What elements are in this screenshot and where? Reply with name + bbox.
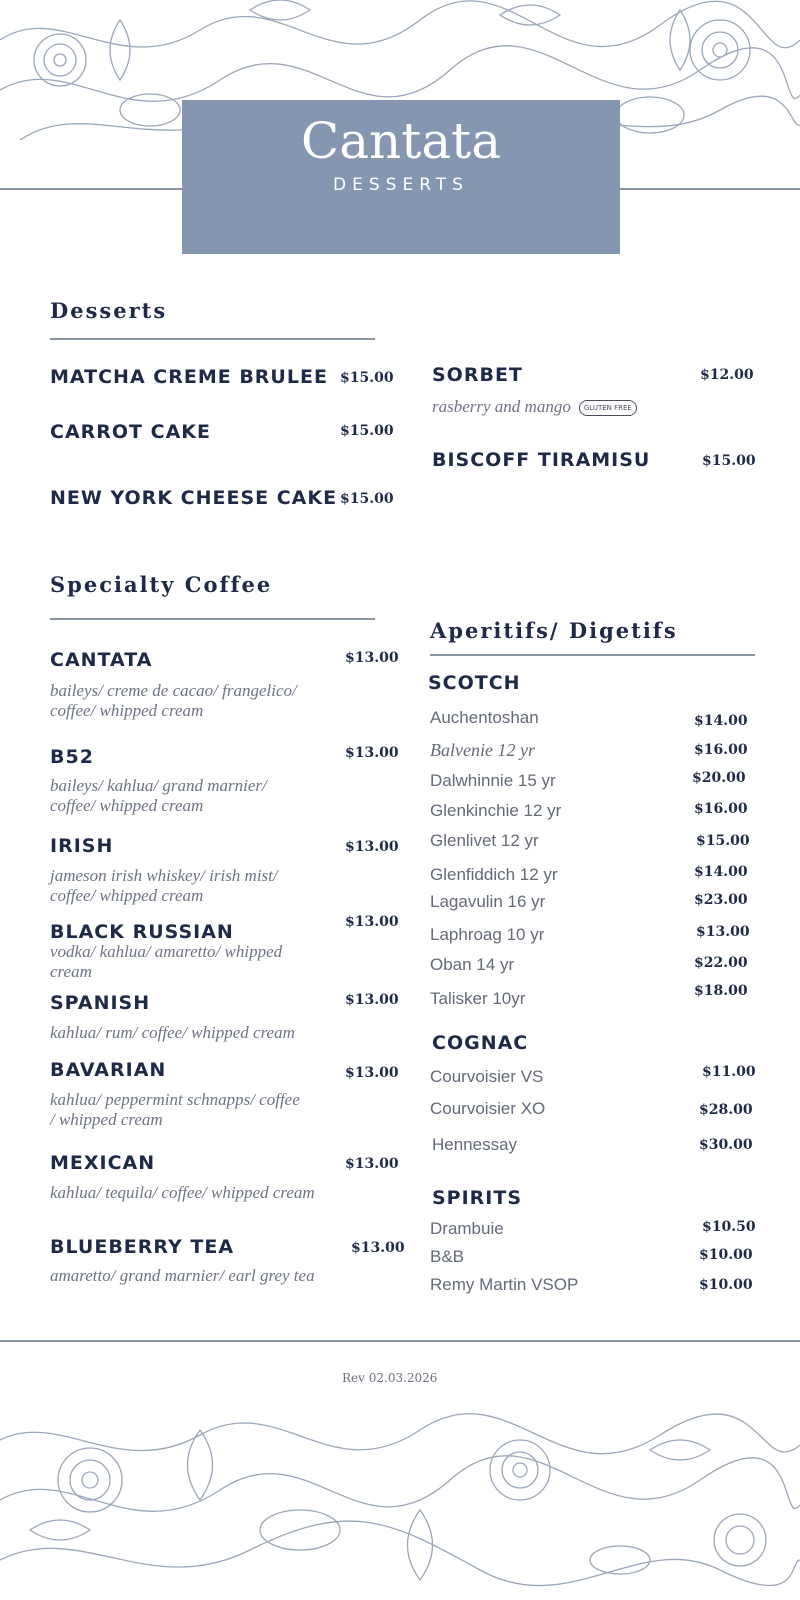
scotch-item-price: $22.00 [694, 955, 748, 971]
spirits-item-price: $10.00 [699, 1277, 753, 1293]
cognac-item-price: $30.00 [699, 1137, 753, 1153]
scotch-item-price: $16.00 [694, 742, 748, 758]
scotch-item-price: $15.00 [696, 833, 750, 849]
scotch-item-name: Laphroag 10 yr [430, 925, 545, 944]
subsection-title-cognac: COGNAC [432, 1032, 529, 1054]
scotch-item-name: Talisker 10yr [430, 989, 526, 1008]
menu-item-price: $12.00 [700, 367, 754, 383]
coffee-item-description: jameson irish whiskey/ irish mist/ coffee/ whipped cream [50, 866, 278, 905]
cognac-item-name: Courvoisier XO [430, 1099, 546, 1118]
coffee-item-description: vodka/ kahlua/ amaretto/ whipped cream [50, 942, 283, 981]
subsection-title-scotch: SCOTCH [428, 672, 521, 694]
spirits-item-price: $10.00 [699, 1247, 753, 1263]
scotch-item-name: Glenfiddich 12 yr [430, 865, 558, 884]
menu-item-price: $15.00 [340, 370, 394, 386]
cognac-item-price: $11.00 [702, 1064, 756, 1080]
spirits-item-price: $10.50 [702, 1219, 756, 1235]
gluten-free-badge: GLUTEN FREE [579, 400, 637, 416]
coffee-item-price: $13.00 [345, 745, 399, 761]
coffee-item-description: amaretto/ grand marnier/ earl grey tea [50, 1266, 315, 1285]
coffee-item-description: kahlua/ rum/ coffee/ whipped cream [50, 1023, 295, 1042]
menu-item-name: SORBET [432, 364, 523, 386]
spirits-item-name: Drambuie [430, 1219, 504, 1238]
menu-item-name: NEW YORK CHEESE CAKE [50, 487, 338, 509]
scotch-item-name: Oban 14 yr [430, 955, 515, 974]
coffee-rule [50, 618, 375, 620]
scotch-item-name: Auchentoshan [430, 708, 539, 727]
cognac-item-name: Hennessay [432, 1135, 518, 1154]
coffee-item-description: kahlua/ peppermint schnapps/ coffee / whipped cream [50, 1090, 300, 1129]
scotch-item-price: $23.00 [694, 892, 748, 908]
aperitifs-rule [430, 654, 755, 656]
subsection-title-spirits: SPIRITS [432, 1187, 523, 1209]
scotch-item-price: $14.00 [694, 713, 748, 729]
sorbet-description: rasberry and mango [432, 397, 571, 416]
section-title-aperitifs: Aperitifs/ Digetifs [430, 618, 678, 643]
brand-name: Cantata [300, 112, 502, 170]
coffee-item-price: $13.00 [345, 992, 399, 1008]
scotch-item-price: $13.00 [696, 924, 750, 940]
spirits-item-name: B&B [430, 1247, 465, 1266]
scotch-item-name: Glenkinchie 12 yr [430, 801, 562, 820]
coffee-item-description: kahlua/ tequila/ coffee/ whipped cream [50, 1183, 315, 1202]
menu-item-description [432, 397, 637, 417]
coffee-item-name: BLUEBERRY TEA [50, 1236, 235, 1258]
scotch-item-name: Glenlivet 12 yr [430, 831, 539, 850]
scotch-item-name: Dalwhinnie 15 yr [430, 771, 556, 790]
brand-subtitle: DESSERTS [333, 175, 469, 195]
coffee-item-price: $13.00 [345, 1065, 399, 1081]
coffee-item-name: B52 [50, 746, 94, 768]
revision-date: Rev 02.03.2026 [342, 1371, 438, 1385]
coffee-item-price: $13.00 [351, 1240, 405, 1256]
scotch-item-price: $14.00 [694, 864, 748, 880]
cognac-item-price: $28.00 [699, 1102, 753, 1118]
coffee-item-name: IRISH [50, 835, 114, 857]
coffee-item-price: $13.00 [345, 914, 399, 930]
coffee-item-description: baileys/ creme de cacao/ frangelico/ coffee/ whipped cream [50, 681, 297, 720]
coffee-item-name: BAVARIAN [50, 1059, 167, 1081]
coffee-item-price: $13.00 [345, 839, 399, 855]
menu-item-name: MATCHA CREME BRULEE [50, 366, 328, 388]
coffee-item-name: CANTATA [50, 649, 153, 671]
footer-rule [0, 1340, 800, 1342]
section-title-desserts: Desserts [50, 298, 168, 323]
cognac-item-name: Courvoisier VS [430, 1067, 544, 1086]
coffee-item-price: $13.00 [345, 1156, 399, 1172]
section-title-coffee: Specialty Coffee [50, 572, 273, 597]
scotch-item-name: Balvenie 12 yr [430, 740, 535, 760]
scotch-item-price: $20.00 [692, 770, 746, 786]
menu-item-name: BISCOFF TIRAMISU [432, 449, 651, 471]
scotch-item-price: $18.00 [694, 983, 748, 999]
scotch-item-name: Lagavulin 16 yr [430, 892, 546, 911]
bottom-paisley-pattern [0, 1410, 800, 1600]
coffee-item-name: SPANISH [50, 992, 151, 1014]
menu-item-name: CARROT CAKE [50, 421, 211, 443]
menu-item-price: $15.00 [340, 491, 394, 507]
menu-item-price: $15.00 [702, 453, 756, 469]
coffee-item-name: MEXICAN [50, 1152, 156, 1174]
menu-item-price: $15.00 [340, 423, 394, 439]
coffee-item-price: $13.00 [345, 650, 399, 666]
coffee-item-name: BLACK RUSSIAN [50, 921, 234, 943]
spirits-item-name: Remy Martin VSOP [430, 1275, 579, 1294]
scotch-item-price: $16.00 [694, 801, 748, 817]
coffee-item-description: baileys/ kahlua/ grand marnier/ coffee/ whipped cream [50, 776, 267, 815]
title-box [182, 100, 620, 254]
desserts-rule [50, 338, 375, 340]
